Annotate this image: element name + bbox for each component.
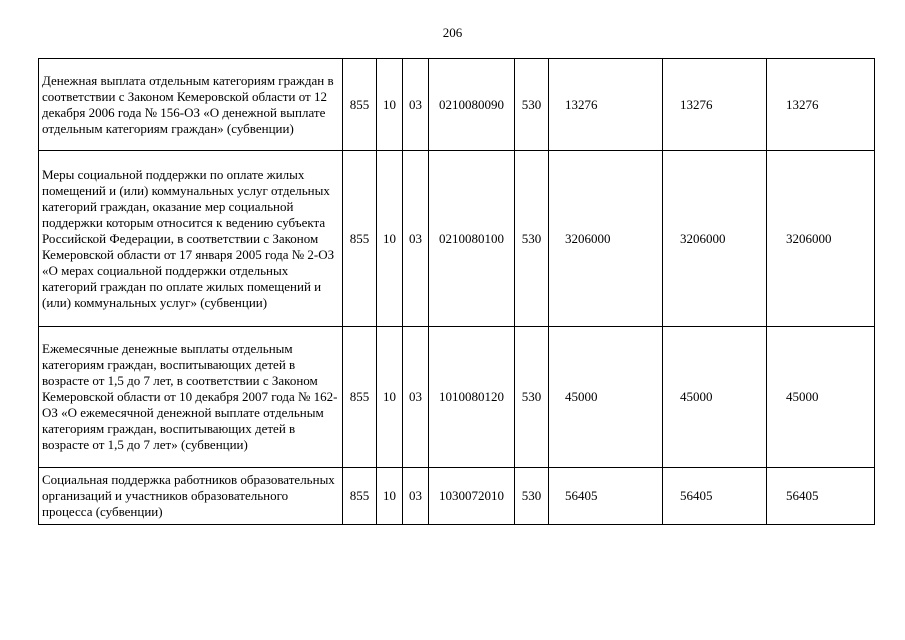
expense-type-code: 530 bbox=[515, 327, 549, 468]
ministry-code: 855 bbox=[343, 327, 377, 468]
amount-year-3: 13276 bbox=[767, 59, 875, 151]
amount-year-2: 3206000 bbox=[663, 151, 767, 327]
row-description: Денежная выплата отдельным категориям граждан в соответствии с Законом Кемеровской области от 12 декабря 2006 года № 156-ОЗ «О денежной выплате отдельным категориям граждан» (субвенции) bbox=[39, 59, 343, 151]
ministry-code: 855 bbox=[343, 151, 377, 327]
ministry-code: 855 bbox=[343, 59, 377, 151]
budget-table bbox=[38, 58, 875, 525]
amount-year-1: 45000 bbox=[549, 327, 663, 468]
target-code: 0210080090 bbox=[429, 59, 515, 151]
amount-year-1: 56405 bbox=[549, 468, 663, 525]
amount-year-3: 45000 bbox=[767, 327, 875, 468]
amount-year-1: 13276 bbox=[549, 59, 663, 151]
section-code: 10 bbox=[377, 151, 403, 327]
table-row bbox=[39, 327, 875, 468]
amount-year-2: 13276 bbox=[663, 59, 767, 151]
subsection-code: 03 bbox=[403, 468, 429, 525]
row-description: Социальная поддержка работников образовательных организаций и участников образовательного процесса (субвенции) bbox=[39, 468, 343, 525]
amount-year-2: 56405 bbox=[663, 468, 767, 525]
table-row bbox=[39, 59, 875, 151]
section-code: 10 bbox=[377, 327, 403, 468]
target-code: 1010080120 bbox=[429, 327, 515, 468]
target-code: 0210080100 bbox=[429, 151, 515, 327]
table-row bbox=[39, 151, 875, 327]
subsection-code: 03 bbox=[403, 59, 429, 151]
amount-year-3: 3206000 bbox=[767, 151, 875, 327]
section-code: 10 bbox=[377, 468, 403, 525]
section-code: 10 bbox=[377, 59, 403, 151]
table-row bbox=[39, 468, 875, 525]
row-description: Ежемесячные денежные выплаты отдельным категориям граждан, воспитывающих детей в возрасте от 1,5 до 7 лет, в соответствии с Законом Кемеровской области от 10 декабря 2007 года № 162-ОЗ «О ежемесячной денежной выплате отдельным категориям граждан, воспитывающих детей в возрасте от 1,5 до 7 лет» (субвенции) bbox=[39, 327, 343, 468]
amount-year-3: 56405 bbox=[767, 468, 875, 525]
subsection-code: 03 bbox=[403, 327, 429, 468]
expense-type-code: 530 bbox=[515, 151, 549, 327]
page-number: 206 bbox=[442, 25, 463, 40]
amount-year-2: 45000 bbox=[663, 327, 767, 468]
row-description: Меры социальной поддержки по оплате жилых помещений и (или) коммунальных услуг отдельных категорий граждан, оказание мер социальной поддержки которым относится к ведению субъекта Российской Федерации, в соответствии с Законом Кемеровской области от 17 января 2005 года № 2-ОЗ «О мерах социальной поддержки отдельных категорий граждан по оплате жилых помещений и (или) коммунальных услуг» (субвенции) bbox=[39, 151, 343, 327]
expense-type-code: 530 bbox=[515, 59, 549, 151]
expense-type-code: 530 bbox=[515, 468, 549, 525]
target-code: 1030072010 bbox=[429, 468, 515, 525]
ministry-code: 855 bbox=[343, 468, 377, 525]
amount-year-1: 3206000 bbox=[549, 151, 663, 327]
subsection-code: 03 bbox=[403, 151, 429, 327]
